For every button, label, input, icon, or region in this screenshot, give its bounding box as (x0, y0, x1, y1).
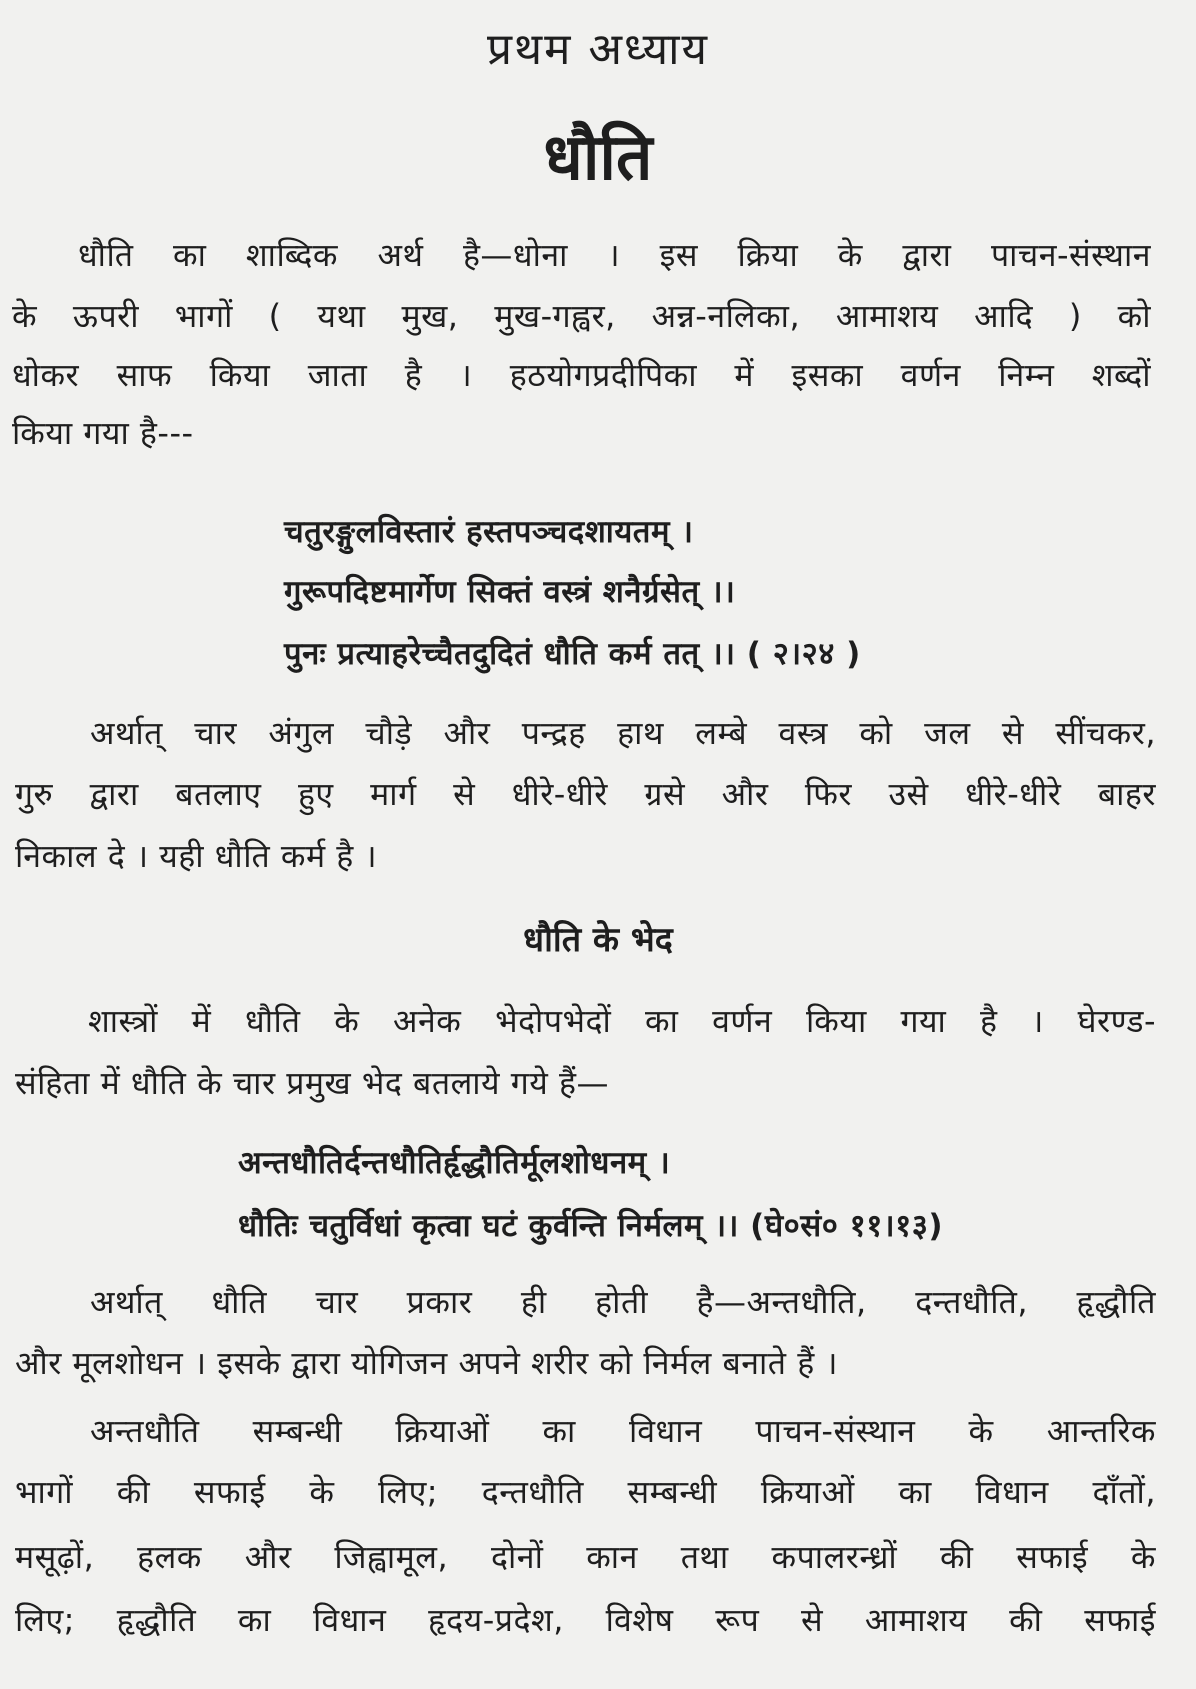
para4-line: अर्थात् धौति चार प्रकार ही होती है—अन्तधौति, दन्तधौति, हृद्धौति (90, 1283, 1156, 1321)
page-title: धौति (543, 121, 653, 195)
section-heading: धौति के भेद (523, 920, 673, 960)
verse1-line: पुनः प्रत्याहरेच्चैतदुदितं धौति कर्म तत् ।। ( २।२४ ) (284, 636, 861, 672)
para1-line: किया गया है--- (12, 414, 194, 452)
para2-line: निकाल दे । यही धौति कर्म है । (15, 837, 378, 875)
para5-line: मसूढ़ों, हलक और जिह्वामूल, दोनों कान तथा कपालरन्ध्रों की सफाई के (15, 1538, 1156, 1576)
para2-line: गुरु द्वारा बतलाए हुए मार्ग से धीरे-धीरे ग्रसे और फिर उसे धीरे-धीरे बाहर (15, 775, 1156, 813)
verse2-line: अन्तधौतिर्दन्तधौतिर्हृद्धौतिर्मूलशोधनम् । (238, 1145, 671, 1181)
para1-line: धोकर साफ किया जाता है । हठयोगप्रदीपिका में इसका वर्णन निम्न शब्दों (12, 356, 1151, 394)
para1-line: धौति का शाब्दिक अर्थ है—धोना । इस क्रिया के द्वारा पाचन-संस्थान (78, 236, 1151, 274)
para5-line: अन्तधौति सम्बन्धी क्रियाओं का विधान पाचन-संस्थान के आन्तरिक (90, 1412, 1156, 1450)
chapter-heading: प्रथम अध्याय (486, 24, 710, 75)
para4-line: और मूलशोधन । इसके द्वारा योगिजन अपने शरीर को निर्मल बनाते हैं । (15, 1344, 839, 1382)
verse2-line: धौतिः चतुर्विधां कृत्वा घटं कुर्वन्ति निर्मलम् ।। (घे०सं० ११।१३) (238, 1208, 944, 1244)
para5-line: भागों की सफाई के लिए; दन्तधौति सम्बन्धी क्रियाओं का विधान दाँतों, (15, 1473, 1156, 1511)
para3-line: शास्त्रों में धौति के अनेक भेदोपभेदों का वर्णन किया गया है । घेरण्ड- (88, 1002, 1156, 1040)
para5-line: लिए; हृद्धौति का विधान हृदय-प्रदेश, विशेष रूप से आमाशय की सफाई (15, 1601, 1156, 1639)
para3-line: संहिता में धौति के चार प्रमुख भेद बतलाये गये हैं— (15, 1064, 610, 1102)
verse1-line: चतुरङ्गुलविस्तारं हस्तपञ्चदशायतम् । (284, 514, 694, 550)
para2-line: अर्थात् चार अंगुल चौड़े और पन्द्रह हाथ लम्बे वस्त्र को जल से सींचकर, (90, 714, 1156, 752)
verse1-line: गुरूपदिष्टमार्गेण सिक्तं वस्त्रं शनैर्ग्रसेत् ।। (284, 574, 736, 610)
para1-line: के ऊपरी भागों ( यथा मुख, मुख-गह्वर, अन्न-नलिका, आमाशय आदि ) को (12, 297, 1151, 335)
